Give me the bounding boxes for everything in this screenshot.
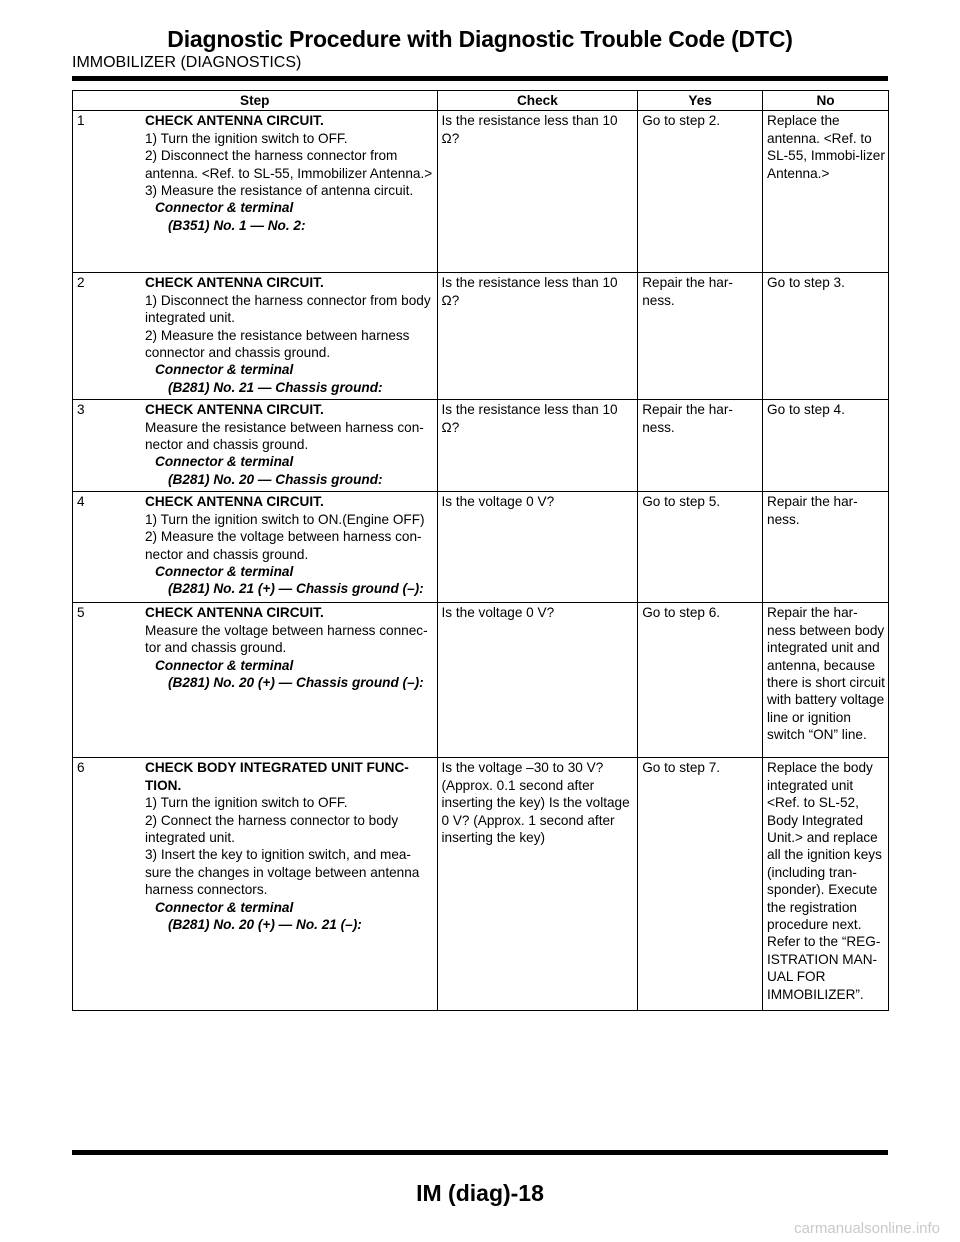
connector-label: Connector & terminal (155, 563, 294, 579)
step-cell (73, 273, 438, 400)
step-instruction: 2) Connect the harness connector to body integrated unit. (145, 812, 399, 845)
connector-label: Connector & terminal (155, 362, 294, 378)
column-header-yes: Yes (638, 91, 763, 111)
table-row (73, 111, 889, 273)
no-cell: Go to step 3. (763, 273, 889, 400)
step-instruction: 2) Measure the voltage between harness con-nector and chassis ground. (145, 529, 422, 562)
yes-cell: Repair the har-ness. (638, 273, 763, 400)
step-number: 3 (77, 402, 85, 418)
terminal-spec: (B281) No. 20 (+) — No. 21 (–): (168, 916, 362, 932)
terminal-spec: (B351) No. 1 — No. 2: (168, 217, 306, 233)
connector-label: Connector & terminal (155, 454, 294, 470)
check-cell: Is the resistance less than 10 Ω? (437, 400, 638, 492)
diagnostic-table (72, 90, 889, 1011)
step-cell (73, 492, 438, 603)
step-instruction: 2) Disconnect the harness connector from antenna. <Ref. to SL-55, Immobilizer Antenna.> (145, 148, 433, 181)
step-cell (73, 111, 438, 273)
step-number: 1 (77, 113, 85, 129)
check-cell: Is the resistance less than 10 Ω? (437, 111, 638, 273)
table-row (73, 273, 889, 400)
yes-cell: Repair the har-ness. (638, 400, 763, 492)
check-cell: Is the voltage 0 V? (437, 492, 638, 603)
column-header-check: Check (437, 91, 638, 111)
yes-cell: Go to step 5. (638, 492, 763, 603)
yes-cell: Go to step 6. (638, 603, 763, 758)
step-title: CHECK ANTENNA CIRCUIT. (145, 494, 324, 510)
step-number: 4 (77, 494, 85, 510)
watermark: carmanualsonline.info (794, 1220, 940, 1237)
step-title: CHECK ANTENNA CIRCUIT. (145, 113, 324, 129)
connector-label: Connector & terminal (155, 899, 294, 915)
no-cell: Repair the har-ness between body integrated unit and antenna, because there is short circuit with battery voltage line or ignition switch “ON” line. (763, 603, 889, 758)
step-instruction: 2) Measure the resistance between harness connector and chassis ground. (145, 327, 410, 361)
no-cell: Replace the antenna. <Ref. to SL-55, Immobi-lizer Antenna.> (763, 111, 889, 273)
connector-label: Connector & terminal (155, 200, 294, 216)
table-row (73, 758, 889, 1011)
column-header-no: No (763, 91, 889, 111)
terminal-spec: (B281) No. 21 — Chassis ground: (168, 379, 383, 395)
step-cell (73, 758, 438, 1011)
no-cell: Go to step 4. (763, 400, 889, 492)
table-row (73, 603, 889, 758)
footer-rule (72, 1150, 888, 1155)
step-number: 6 (77, 760, 85, 776)
step-instruction: Measure the voltage between harness connec-tor and chassis ground. (145, 622, 428, 656)
step-instruction: 3) Measure the resistance of antenna circuit. (145, 183, 414, 199)
table-row (73, 400, 889, 492)
page-title: Diagnostic Procedure with Diagnostic Trouble Code (DTC) (167, 26, 793, 52)
step-instruction: 1) Turn the ignition switch to OFF. (145, 130, 348, 146)
step-title: CHECK ANTENNA CIRCUIT. (145, 605, 324, 621)
step-title: CHECK ANTENNA CIRCUIT. (145, 275, 324, 291)
connector-label: Connector & terminal (155, 657, 294, 673)
step-title: CHECK BODY INTEGRATED UNIT FUNC-TION. (145, 760, 409, 793)
terminal-spec: (B281) No. 21 (+) — Chassis ground (–): (168, 581, 424, 597)
step-instruction: 3) Insert the key to ignition switch, and mea-sure the changes in voltage between antenna harness connectors. (145, 847, 420, 898)
step-instruction: 1) Disconnect the harness connector from body integrated unit. (145, 292, 431, 326)
no-cell: Replace the body integrated unit <Ref. to SL-52, Body Integrated Unit.> and replace all the ignition keys (including tran-sponder). Execute the registration procedure next. Refer to the “REG-ISTRATION MAN-UAL FOR IMMOBILIZER”. (763, 758, 889, 1011)
check-cell: Is the resistance less than 10 Ω? (437, 273, 638, 400)
header-rule (72, 76, 888, 81)
step-number: 2 (77, 275, 85, 291)
check-cell: Is the voltage 0 V? (437, 603, 638, 758)
terminal-spec: (B281) No. 20 (+) — Chassis ground (–): (168, 674, 424, 690)
page-number: IM (diag)-18 (416, 1180, 544, 1206)
yes-cell: Go to step 2. (638, 111, 763, 273)
table-row (73, 492, 889, 603)
step-instruction: 1) Turn the ignition switch to OFF. (145, 795, 348, 811)
no-cell: Repair the har-ness. (763, 492, 889, 603)
section-title: IMMOBILIZER (DIAGNOSTICS) (72, 54, 302, 71)
step-instruction: 1) Turn the ignition switch to ON.(Engine OFF) (145, 511, 425, 527)
check-cell: Is the voltage –30 to 30 V? (Approx. 0.1 second after inserting the key) Is the voltage 0 V? (Approx. 1 second after inserting the key) (437, 758, 638, 1011)
table-header-row (73, 91, 889, 111)
step-number: 5 (77, 605, 85, 621)
step-cell (73, 603, 438, 758)
step-title: CHECK ANTENNA CIRCUIT. (145, 402, 324, 418)
column-header-step: Step (73, 91, 438, 111)
step-instruction: Measure the resistance between harness con-nector and chassis ground. (145, 419, 424, 453)
step-cell (73, 400, 438, 492)
yes-cell: Go to step 7. (638, 758, 763, 1011)
terminal-spec: (B281) No. 20 — Chassis ground: (168, 471, 383, 487)
